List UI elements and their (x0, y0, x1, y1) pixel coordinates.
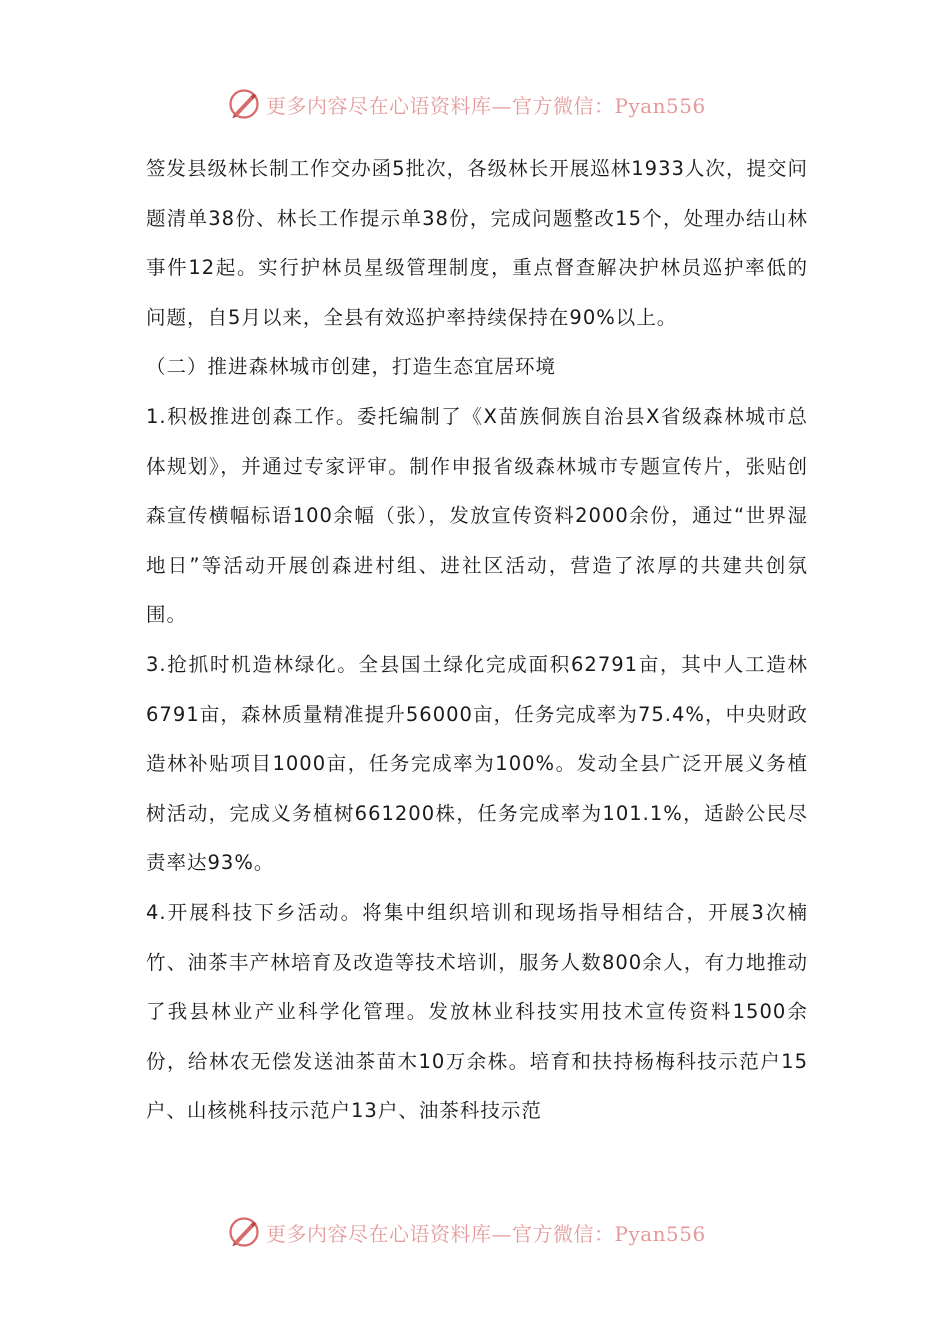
header-watermark-banner (226, 84, 706, 124)
footer-banner-text: 更多内容尽在心语资料库—官方微信：Pyan556 (266, 1221, 706, 1246)
pen-logo-icon (226, 86, 262, 122)
paragraph: 1.积极推进创森工作。委托编制了《X苗族侗族自治县X省级森林城市总体规划》，并通过专家评审。制作申报省级森林城市专题宣传片，张贴创森宣传横幅标语100余幅（张），发放宣传资料2000余份，通过“世界湿地日”等活动开展创森进村组、进社区活动，营造了浓厚的共建共创氛围。 (146, 404, 808, 627)
section-heading: （二）推进森林城市创建，打造生态宜居环境 (146, 355, 557, 379)
paragraph: 签发县级林长制工作交办函5批次，各级林长开展巡林1933人次，提交问题清单38份、林长工作提示单38份，完成问题整改15个，处理办结山林事件12起。实行护林员星级管理制度，重点督查解决护林员巡护率低的问题，自5月以来，全县有效巡护率持续保持在90%以上。 (146, 157, 808, 329)
pen-logo-icon (226, 1214, 262, 1250)
paragraph: 3.抢抓时机造林绿化。全县国土绿化完成面积62791亩，其中人工造林6791亩，森林质量精准提升56000亩，任务完成率为75.4%，中央财政造林补贴项目1000亩，任务完成率为100%。发动全县广泛开展义务植树活动，完成义务植树661200株，任务完成率为101.1%，适龄公民尽责率达93%。 (146, 652, 808, 875)
footer-watermark-banner (226, 1212, 706, 1252)
header-banner-text: 更多内容尽在心语资料库—官方微信：Pyan556 (266, 93, 706, 118)
document-body (146, 144, 808, 1136)
paragraph: 4.开展科技下乡活动。将集中组织培训和现场指导相结合，开展3次楠竹、油茶丰产林培育及改造等技术培训，服务人数800余人，有力地推动了我县林业产业科学化管理。发放林业科技实用技术宣传资料1500余份，给林农无偿发送油茶苗木10万余株。培育和扶持杨梅科技示范户15户、山核桃科技示范户13户、油茶科技示范 (146, 900, 808, 1123)
